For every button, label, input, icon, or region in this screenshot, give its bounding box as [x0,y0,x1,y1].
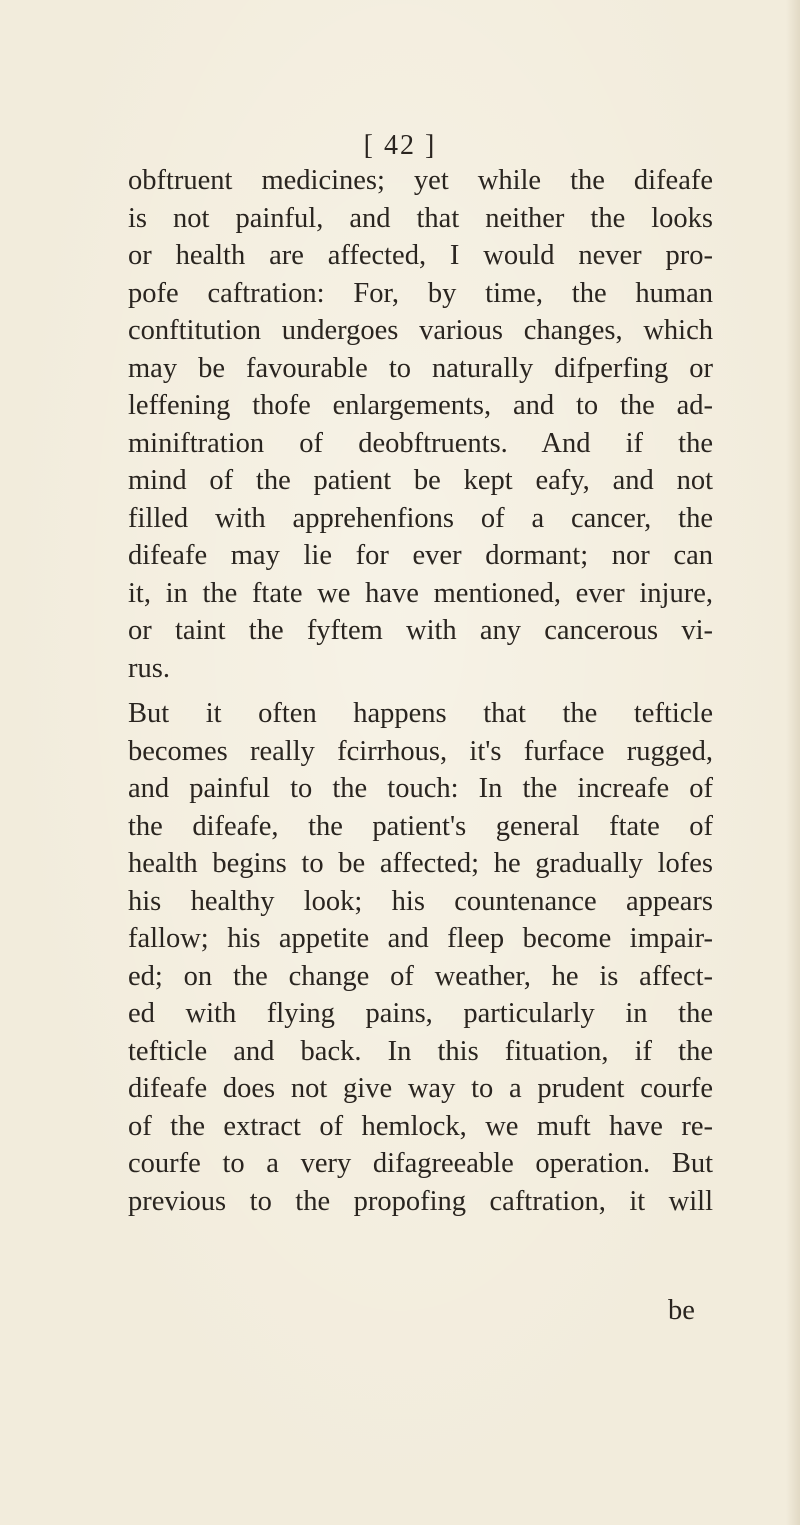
text-line: obftruent medicines; yet while the difeafe [128,165,713,196]
text-line: leffening thofe enlargements, and to the ad- [128,390,713,421]
text-line: may be favourable to naturally difperfing or [128,352,713,384]
catchword: be [668,1295,695,1326]
text-line: or taint the fyftem with any cancerous vi- [128,615,713,646]
text-line: fallow; his appetite and fleep become impair- [128,923,713,954]
text-line: health begins to be affected; he gradually lofes [128,848,713,879]
text-line: rus. [128,652,170,684]
text-line: his healthy look; his countenance appears [128,885,713,917]
text-line: it, in the ftate we have mentioned, ever injure, [128,577,713,609]
text-line: miniftration of deobftruents. And if the [128,427,713,459]
text-line: pofe caftration: For, by time, the human [128,277,713,309]
paragraph-1 [128,162,713,687]
text-line: mind of the patient be kept eafy, and not [128,465,713,496]
text-line: or health are affected, I would never pro- [128,240,713,271]
text-line: is not painful, and that neither the looks [128,202,713,234]
page-number-header: [ 42 ] [363,130,437,161]
text-line: previous to the propofing caftration, it will [128,1185,713,1217]
text-line: courfe to a very difagreeable operation. But [128,1148,713,1179]
text-line: the difeafe, the patient's general ftate of [128,810,713,842]
text-line: tefticle and back. In this fituation, if the [128,1035,713,1067]
paragraph-2 [128,695,713,1220]
text-line: ed with flying pains, particularly in the [128,998,713,1029]
text-line: But it often happens that the tefticle [128,698,713,729]
text-line: difeafe may lie for ever dormant; nor can [128,540,713,571]
text-line: difeafe does not give way to a prudent courfe [128,1073,713,1104]
text-line: of the extract of hemlock, we muft have re- [128,1110,713,1142]
text-line: and painful to the touch: In the increafe of [128,773,713,804]
text-line: conftitution undergoes various changes, which [128,315,713,346]
text-line: ed; on the change of weather, he is affect- [128,960,713,992]
text-line: filled with apprehenfions of a cancer, the [128,502,713,534]
page-edge-shadow [786,0,800,1525]
text-line: becomes really fcirrhous, it's furface rugged, [128,735,713,767]
